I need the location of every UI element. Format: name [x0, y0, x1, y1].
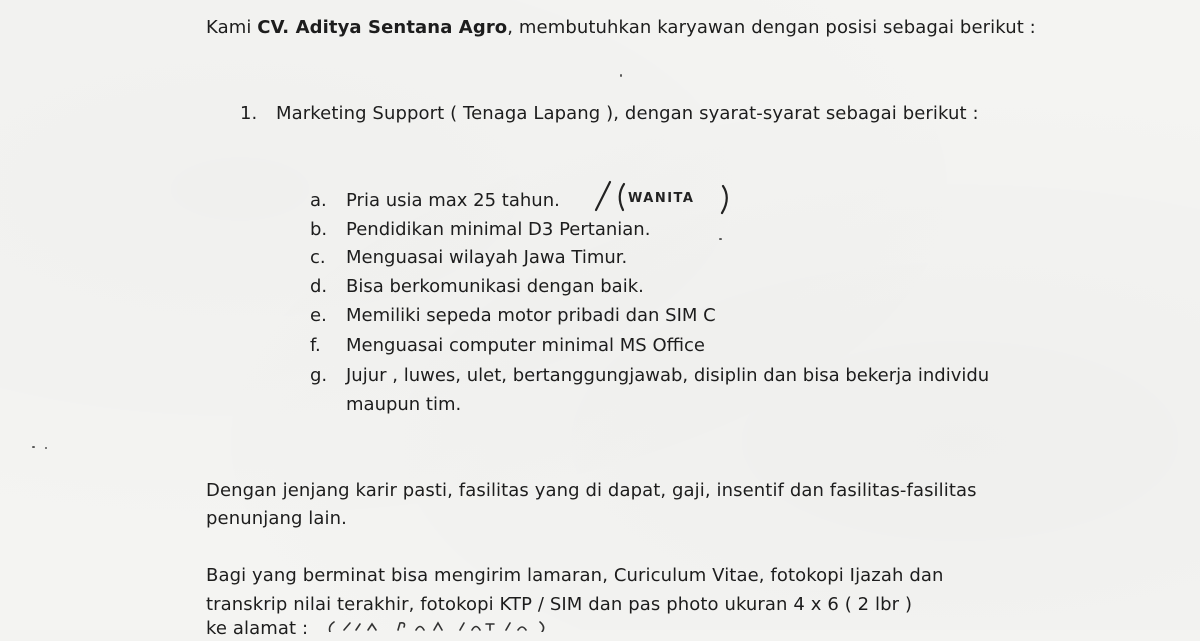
- intro-suffix: , membutuhkan karyawan dengan posisi sebagai berikut :: [507, 17, 1036, 38]
- list-item: Pria usia max 25 tahun.: [346, 190, 560, 211]
- closing-line-1: Dengan jenjang karir pasti, fasilitas yang di dapat, gaji, insentif dan fasilitas-fasilitas: [206, 480, 977, 501]
- list-item-letter: e.: [310, 305, 327, 326]
- list-item-continuation: maupun tim.: [346, 394, 462, 415]
- apply-line-1: Bagi yang berminat bisa mengirim lamaran, Curiculum Vitae, fotokopi Ijazah dan: [206, 565, 944, 586]
- list-item-letter: c.: [310, 247, 326, 268]
- list-item: Memiliki sepeda motor pribadi dan SIM C: [346, 305, 716, 326]
- intro-line: [206, 16, 1036, 40]
- scan-speck: [45, 447, 47, 449]
- apply-line-3: ke alamat :: [206, 618, 309, 639]
- list-item: Jujur , luwes, ulet, bertanggungjawab, disiplin dan bisa bekerja individu: [346, 365, 990, 386]
- handwritten-note: [592, 180, 732, 220]
- apply-line-2: transkrip nilai terakhir, fotokopi KTP / SIM dan pas photo ukuran 4 x 6 ( 2 lbr ): [206, 594, 913, 615]
- list-item: Menguasai wilayah Jawa Timur.: [346, 247, 628, 268]
- scan-speck: [32, 446, 35, 448]
- list-item-letter: d.: [310, 276, 328, 297]
- closing-line-2: penunjang lain.: [206, 508, 347, 529]
- handwritten-scribble: [326, 620, 556, 632]
- list-item-letter: b.: [310, 219, 328, 240]
- intro-prefix: Kami: [206, 17, 258, 38]
- list-item-letter: f.: [310, 335, 321, 356]
- list-item: Bisa berkomunikasi dengan baik.: [346, 276, 644, 297]
- scan-speck: [719, 238, 722, 240]
- scan-speck: [620, 74, 622, 77]
- svg-text:WANITA: WANITA: [628, 191, 695, 206]
- company-name: CV. Aditya Sentana Agro: [257, 17, 508, 38]
- position-title: Marketing Support ( Tenaga Lapang ), dengan syarat-syarat sebagai berikut :: [276, 103, 979, 124]
- list-item: Menguasai computer minimal MS Office: [346, 335, 705, 356]
- list-item-letter: a.: [310, 190, 327, 211]
- position-number: 1.: [240, 103, 258, 124]
- list-item-letter: g.: [310, 365, 328, 386]
- list-item: Pendidikan minimal D3 Pertanian.: [346, 219, 651, 240]
